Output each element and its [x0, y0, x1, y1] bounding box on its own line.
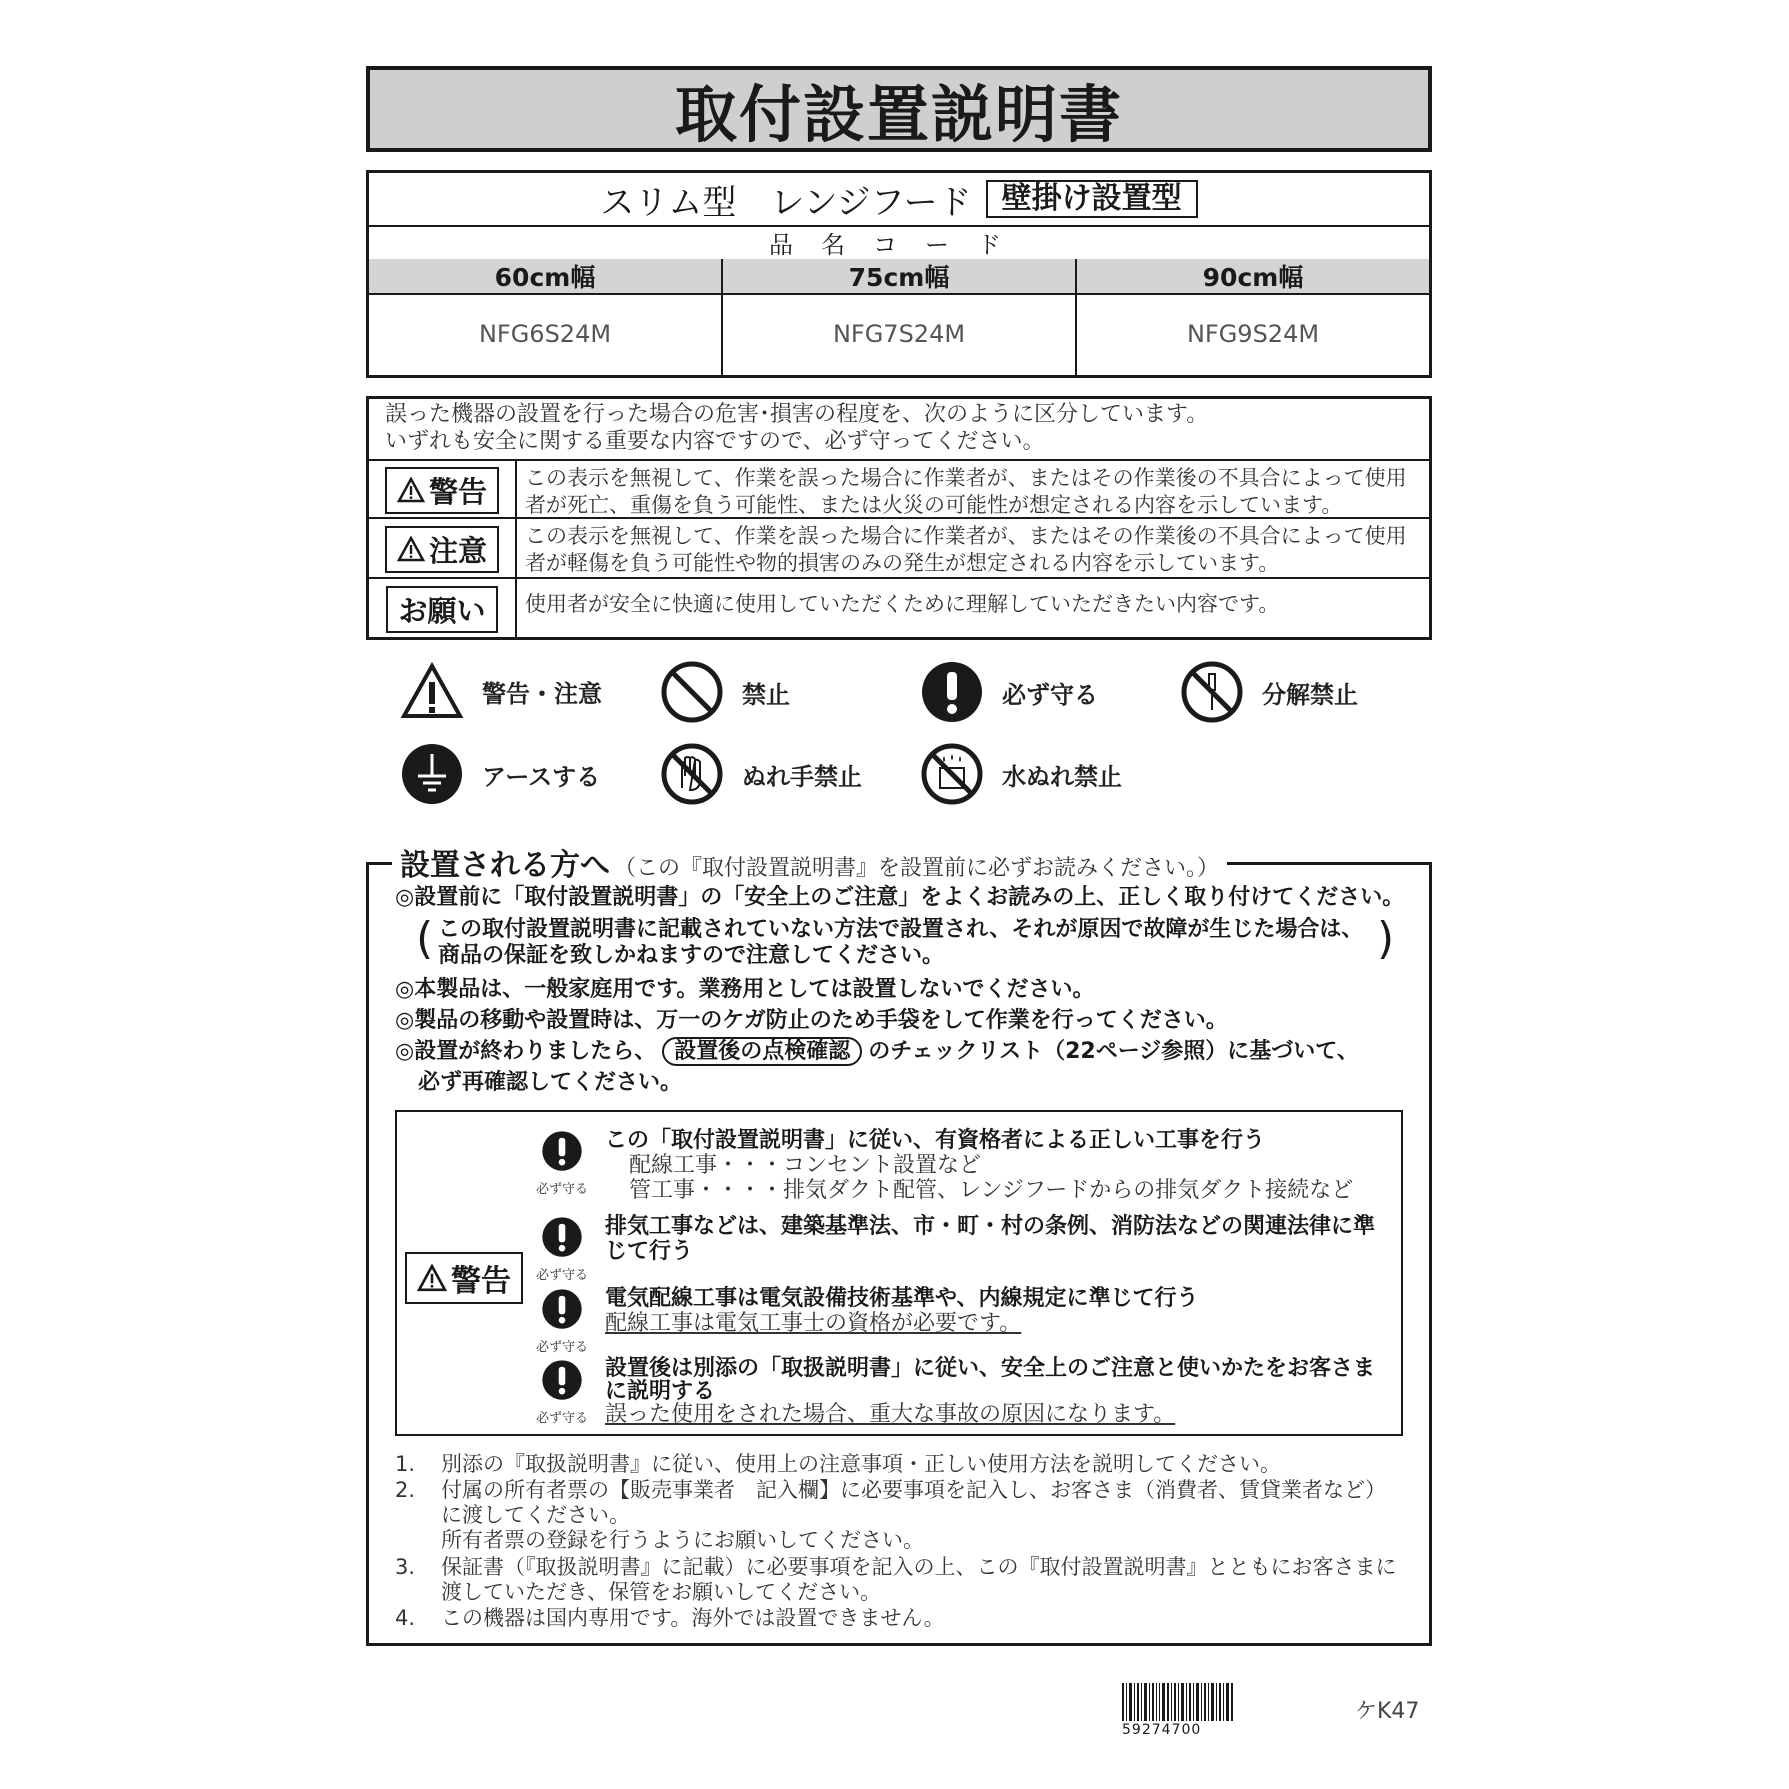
document-title-box	[366, 66, 1432, 152]
symbol-no-wet-hands	[660, 742, 862, 806]
level-text-warning: この表示を無視して、作業を誤った場合に作業者が、またはその作業後の不具合によって使用者が死亡、重傷を負う可能性、または火災の可能性が想定される内容を示しています。	[525, 466, 1407, 517]
must-label: 必ず守る	[535, 1340, 588, 1355]
warning-triangle-icon	[397, 536, 425, 562]
mandatory-icon	[541, 1288, 583, 1330]
product-code-row	[369, 293, 1429, 375]
symbol-prohibited	[660, 660, 790, 724]
warning-main: 設置後は別添の「取扱説明書」に従い、安全上のご注意と使いかたをお客さまに説明する	[605, 1356, 1376, 1404]
product-name: スリム型 レンジフード	[600, 182, 972, 223]
symbol-label: 警告・注意	[482, 679, 602, 708]
level-label-text: 注意	[428, 533, 487, 568]
installer-line1: ◎設置前に「取付設置説明書」の「安全上のご注意」をよくお読みの上、正しく取り付けてください。	[395, 885, 1405, 910]
note-number: 2.	[395, 1478, 416, 1502]
level-text-request: 使用者が安全に快適に使用していただくために理解していただきたい内容です。	[525, 592, 1280, 616]
must-mark	[527, 1130, 597, 1197]
width-header-row	[369, 259, 1429, 295]
symbol-label: アースする	[482, 762, 601, 791]
installer-line6: 必ず再確認してください。	[418, 1070, 683, 1095]
note-text: 付属の所有者票の【販売事業者 記入欄】に必要事項を記入し、お客さま（消費者、賃貸業者など）に渡してください。	[441, 1478, 1386, 1527]
prohibited-icon	[660, 660, 724, 724]
no-water-icon	[920, 742, 984, 806]
barcode-number: 59274700	[1122, 1722, 1202, 1738]
warning-triangle-icon	[417, 1264, 447, 1292]
warning-text	[605, 1357, 1395, 1426]
warning-main: 排気工事などは、建築基準法、市・町・村の条例、消防法などの関連法律に準じて行う	[605, 1214, 1376, 1264]
width-60: 60cm幅	[494, 263, 596, 292]
product-table	[366, 170, 1432, 378]
mandatory-icon	[920, 660, 984, 724]
paren-close: )	[1377, 913, 1395, 964]
must-mark	[527, 1288, 597, 1355]
note-number: 1.	[395, 1452, 416, 1476]
installer-heading-text: 設置される方へ	[400, 848, 610, 883]
levels-intro-line1: 誤った機器の設置を行った場合の危害･損害の程度を、次のように区分しています。	[385, 402, 1209, 427]
inspection-pill: 設置後の点検確認	[662, 1037, 862, 1066]
note-text: 保証書（『取扱説明書』に記載）に必要事項を記入の上、この『取付設置説明書』とともにお客さまに渡していただき、保管をお願いしてください。	[441, 1555, 1397, 1604]
warning-sub: 管工事・・・・排気ダクト配管、レンジフードからの排気ダクト接続など	[629, 1178, 1354, 1203]
symbol-label: 禁止	[742, 680, 790, 709]
warning-sub: 配線工事は電気工事士の資格が必要です。	[605, 1311, 1022, 1336]
must-mark	[527, 1359, 597, 1426]
symbol-label: 水ぬれ禁止	[1002, 762, 1122, 791]
note-1	[395, 1452, 1405, 1477]
level-row-warning	[369, 459, 1429, 519]
symbol-label: 必ず守る	[1002, 680, 1098, 709]
warning-triangle-icon	[400, 662, 464, 720]
code-header: 品名コード	[369, 225, 1429, 261]
installer-line2b: 商品の保証を致しかねますので注意してください。	[438, 943, 945, 968]
page-code: ケK47	[1355, 1699, 1420, 1724]
no-disassembly-icon	[1180, 660, 1244, 724]
warning-text	[605, 1286, 1395, 1336]
level-row-request	[369, 577, 1429, 639]
installer-line2a: この取付設置説明書に記載されていない方法で設置され、それが原因で故障が生じた場合は、	[438, 917, 1364, 942]
warning-text	[605, 1128, 1395, 1203]
level-row-caution	[369, 517, 1429, 579]
level-label-text: 警告	[428, 474, 487, 509]
document-title: 取付設置説明書	[674, 77, 1123, 151]
mandatory-icon	[541, 1216, 583, 1258]
warning-sub: 誤った使用をされた場合、重大な事故の原因になります。	[605, 1402, 1176, 1427]
warning-main: 電気配線工事は電気設備技術基準や、内線規定に準じて行う	[605, 1286, 1199, 1311]
level-label-warning	[385, 467, 499, 514]
note-3-body	[395, 1555, 1405, 1605]
note-text: 別添の『取扱説明書』に従い、使用上の注意事項・正しい使用方法を説明してください。	[441, 1452, 1281, 1476]
code-75: NFG7S24M	[721, 293, 1075, 375]
level-label-cell	[369, 461, 517, 519]
level-label-caution	[385, 526, 499, 573]
warning-label-text: 警告	[451, 1264, 511, 1299]
installer-line4: ◎製品の移動や設置時は、万一のケガ防止のため手袋をして作業を行ってください。	[395, 1008, 1228, 1033]
must-label: 必ず守る	[535, 1411, 588, 1426]
line5-post: のチェックリスト（22ページ参照）に基づいて、	[868, 1039, 1359, 1064]
level-label-text: お願い	[398, 593, 486, 628]
code-90: NFG9S24M	[1075, 293, 1429, 375]
warning-label	[405, 1252, 523, 1304]
warning-text	[605, 1214, 1395, 1264]
mandatory-icon	[541, 1359, 583, 1401]
symbol-mandatory	[920, 660, 1098, 724]
installer-warning-box	[395, 1110, 1403, 1436]
mandatory-icon	[541, 1130, 583, 1172]
install-type-tag: 壁掛け設置型	[986, 180, 1198, 218]
note-3	[395, 1555, 1405, 1605]
warning-sub: 配線工事・・・コンセント設置など	[629, 1153, 982, 1178]
symbol-no-disassembly	[1180, 660, 1358, 724]
warning-triangle-icon	[397, 477, 425, 503]
level-text-caution: この表示を無視して、作業を誤った場合に作業者が、またはその作業後の不具合によって使用者が軽傷を負う可能性や物的損害のみの発生が想定される内容を示しています。	[525, 524, 1407, 575]
note-2	[395, 1478, 1405, 1553]
must-mark	[527, 1216, 597, 1283]
width-75: 75cm幅	[721, 259, 1075, 293]
warning-main: この「取付設置説明書」に従い、有資格者による正しい工事を行う	[605, 1128, 1266, 1153]
note-number: 4.	[395, 1606, 416, 1630]
symbol-ground	[400, 742, 600, 806]
level-label-cell	[369, 579, 517, 639]
note-4	[395, 1606, 1405, 1631]
installer-heading	[392, 840, 1227, 884]
installer-subheading: （この『取付設置説明書』を設置前に必ずお読みください。）	[614, 856, 1220, 881]
levels-intro	[385, 401, 1208, 455]
paren-open: (	[416, 913, 434, 964]
note-text-extra: 所有者票の登録を行うようにお願いしてください。	[441, 1528, 924, 1552]
note-number: 3.	[395, 1555, 416, 1579]
note-2-body	[395, 1478, 1405, 1528]
symbol-label: ぬれ手禁止	[742, 762, 862, 791]
note-text: この機器は国内専用です。海外では設置できません。	[441, 1606, 945, 1630]
product-name-row	[369, 173, 1429, 227]
line5-pre: ◎設置が終わりましたら、	[395, 1039, 657, 1064]
ground-icon	[400, 742, 464, 806]
level-label-cell	[369, 519, 517, 579]
installer-line5	[395, 1037, 1359, 1067]
must-label: 必ず守る	[535, 1268, 588, 1283]
width-90: 90cm幅	[1075, 259, 1429, 293]
barcode	[1122, 1683, 1234, 1721]
no-wet-hands-icon	[660, 742, 724, 806]
symbol-label: 分解禁止	[1262, 680, 1358, 709]
level-label-request	[386, 586, 497, 633]
levels-intro-line2: いずれも安全に関する重要な内容ですので、必ず守ってください。	[385, 429, 1045, 454]
must-label: 必ず守る	[535, 1182, 588, 1197]
installer-line3: ◎本製品は、一般家庭用です。業務用としては設置しないでください。	[395, 977, 1095, 1002]
symbol-warning	[400, 662, 602, 720]
symbol-no-water	[920, 742, 1122, 806]
code-60: NFG6S24M	[478, 320, 612, 348]
hazard-levels-box	[366, 396, 1432, 640]
